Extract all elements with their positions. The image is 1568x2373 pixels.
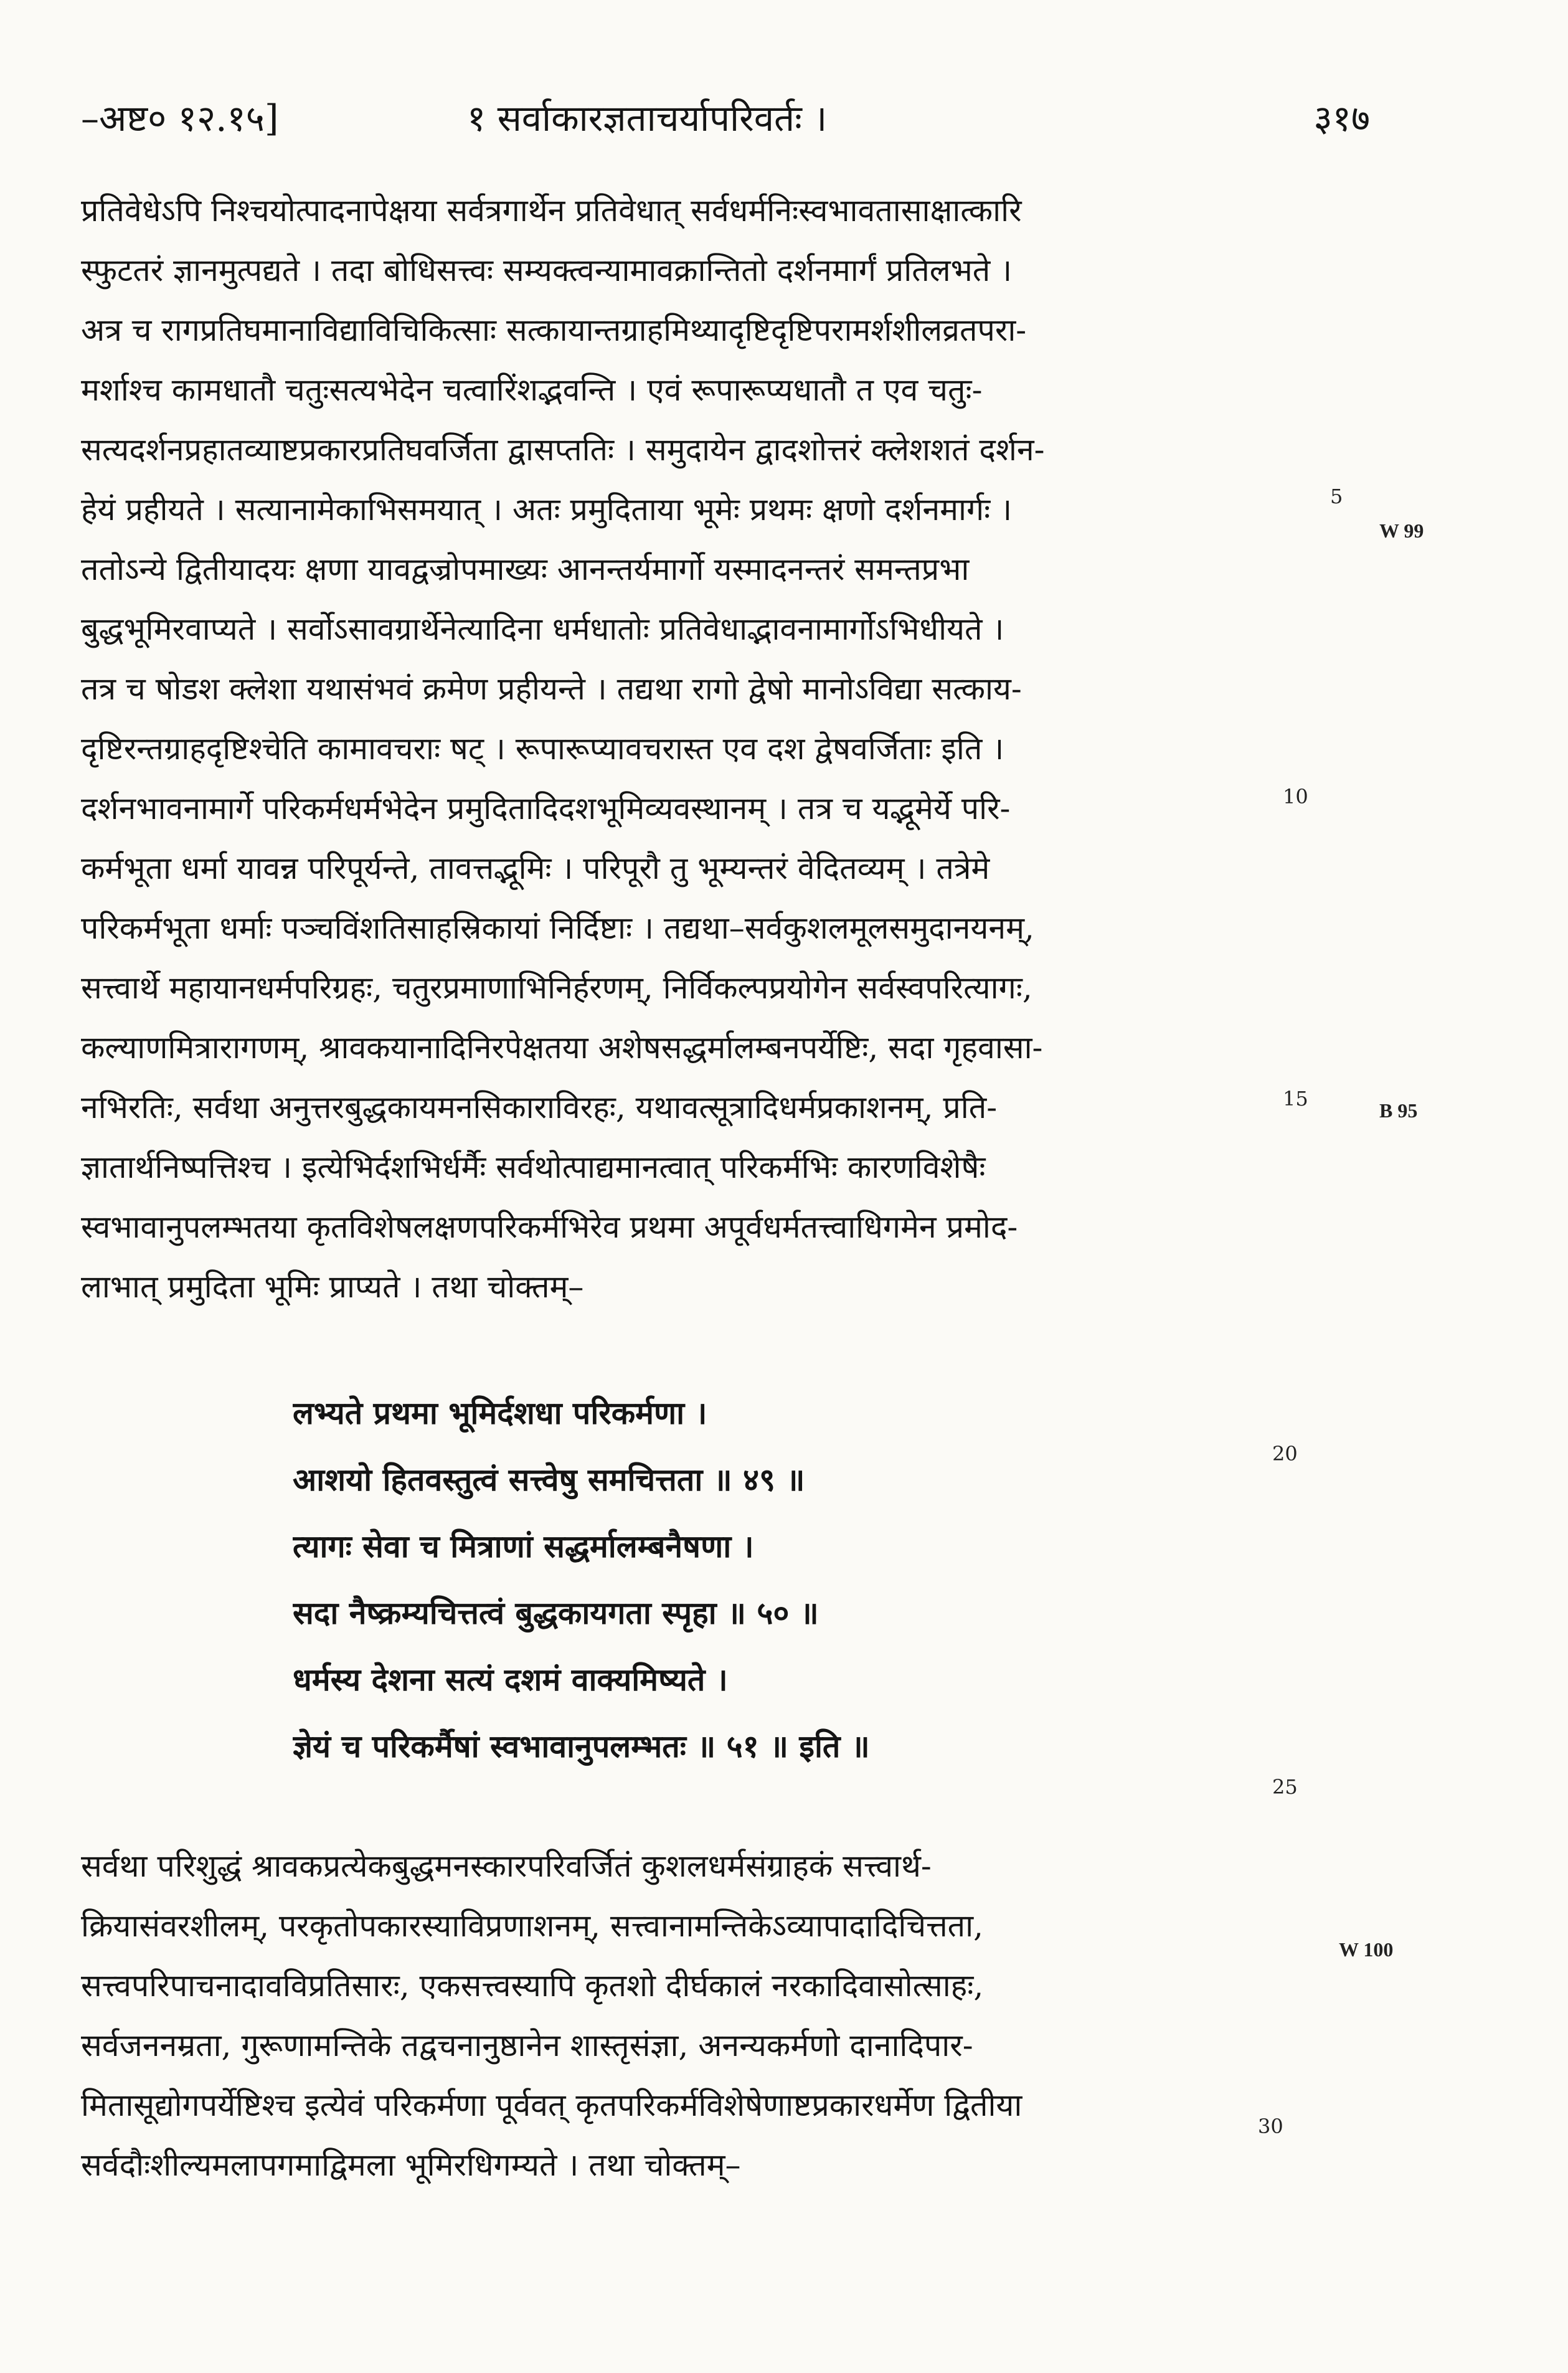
- text-line: सत्त्वार्थे महायानधर्मपरिग्रहः, चतुरप्रमाणाभिनिर्हरणम्, निर्विकल्पप्रयोगेन सर्वस्वपरित्यागः,: [81, 970, 1032, 1006]
- verse-line: आशयो हितवस्तुत्वं सत्त्वेषु समचित्तता ॥ ४९ ॥: [293, 1461, 805, 1498]
- verse-block: [293, 1380, 1320, 1779]
- prose-block-1: [81, 181, 1320, 1317]
- text-line: मर्शाश्च कामधातौ चतुःसत्यभेदेन चत्वारिंशद्भवन्ति । एवं रूपारूप्यधातौ त एव चतुः-: [81, 372, 983, 408]
- text-line: लाभात् प्रमुदिता भूमिः प्राप्यते । तथा चोक्तम्–: [81, 1269, 584, 1305]
- text-line: बुद्धभूमिरवाप्यते । सर्वोऽसावग्रार्थेनेत्यादिना धर्मधातोः प्रतिवेधाद्भावनामार्गोऽभिधीयते ।: [81, 611, 1004, 647]
- verse-line: धर्मस्य देशना सत्यं दशमं वाक्यमिष्यते ।: [293, 1661, 728, 1698]
- verse-line: त्यागः सेवा च मित्राणां सद्धर्मालम्बनैषणा ।: [293, 1528, 754, 1565]
- siglum-w100: W 100: [1339, 1938, 1394, 1961]
- text-line: कल्याणमित्रारागणम्, श्रावकयानादिनिरपेक्षतया अशेषसद्धर्मालम्बनपर्येष्टिः, सदा गृहवासा-: [81, 1030, 1043, 1066]
- text-line: ज्ञातार्थनिष्पत्तिश्च । इत्येभिर्दशभिर्धर्मैः सर्वथोत्पाद्यमानत्वात् परिकर्मभिः कारणविशेषैः: [81, 1149, 986, 1185]
- text-line: अत्र च रागप्रतिघमानाविद्याविचिकित्साः सत्कायान्तग्राहमिथ्यादृष्टिदृष्टिपरामर्शशीलव्रतपरा-: [81, 312, 1027, 348]
- running-header: [81, 92, 1370, 148]
- siglum-b95: B 95: [1379, 1099, 1418, 1122]
- text-line: मितासूद्योगपर्येष्टिश्च इत्येवं परिकर्मणा पूर्ववत् कृतपरिकर्मविशेषेणाष्टप्रकारधर्मेण द्वितीया: [81, 2087, 1023, 2123]
- section-reference: –अष्ट० १२.१५]: [81, 97, 279, 140]
- text-line: सर्वजननम्रता, गुरूणामन्तिके तद्वचनानुष्ठानेन शास्तृसंज्ञा, अनन्यकर्मणो दानादिपार-: [81, 2027, 973, 2063]
- text-line: स्फुटतरं ज्ञानमुत्पद्यते । तदा बोधिसत्त्वः सम्यक्त्वन्यामावक्रान्तितो दर्शनमार्गं प्रतिलभते ।: [81, 252, 1013, 288]
- text-line: सर्वदौःशील्यमलापगमाद्विमला भूमिरधिगम्यते । तथा चोक्तम्–: [81, 2147, 741, 2183]
- verse-line: सदा नैष्क्रम्यचित्तत्वं बुद्धकायगता स्पृहा ॥ ५० ॥: [293, 1594, 819, 1631]
- line-number-15: 15: [1283, 1087, 1308, 1111]
- text-line: क्रियासंवरशीलम्, परकृतोपकारस्याविप्रणाशनम्, सत्त्वानामन्तिकेऽव्यापादादिचित्तता,: [81, 1908, 983, 1944]
- prose-block-2: [81, 1836, 1320, 2195]
- text-line: स्वभावानुपलम्भतया कृतविशेषलक्षणपरिकर्मभिरेव प्रथमा अपूर्वधर्मतत्त्वाधिगमेन प्रमोद-: [81, 1209, 1018, 1245]
- text-line: परिकर्मभूता धर्माः पञ्चविंशतिसाहस्रिकायां निर्दिष्टाः । तद्यथा–सर्वकुशलमूलसमुदानयनम्,: [81, 910, 1034, 946]
- text-line: सत्यदर्शनप्रहातव्याष्टप्रकारप्रतिघवर्जिता द्वासप्ततिः । समुदायेन द्वादशोत्तरं क्लेशशतं दर्शन-: [81, 432, 1045, 468]
- text-line: दर्शनभावनामार्गे परिकर्मधर्मभेदेन प्रमुदितादिदशभूमिव्यवस्थानम् । तत्र च यद्भूमेर्ये परि-: [81, 790, 1011, 827]
- text-line: तत्र च षोडश क्लेशा यथासंभवं क्रमेण प्रहीयन्ते । तद्यथा रागो द्वेषो मानोऽविद्या सत्काय-: [81, 671, 1022, 707]
- line-number-30: 30: [1258, 2115, 1283, 2138]
- text-line: सर्वथा परिशुद्धं श्रावकप्रत्येकबुद्धमनस्कारपरिवर्जितं कुशलधर्मसंग्राहकं सत्त्वार्थ-: [81, 1848, 932, 1884]
- text-line: प्रतिवेधेऽपि निश्चयोत्पादनापेक्षया सर्वत्रगार्थेन प्रतिवेधात् सर्वधर्मनिःस्वभावतासाक्षात्कारि: [81, 192, 1022, 229]
- verse-line: ज्ञेयं च परिकर्मैषां स्वभावानुपलम्भतः ॥ ५१ ॥ इति ॥: [293, 1728, 870, 1764]
- verse-line: लभ्यते प्रथमा भूमिर्दशधा परिकर्मणा ।: [293, 1395, 707, 1431]
- text-line: कर्मभूता धर्मा यावन्न परिपूर्यन्ते, तावत्तद्भूमिः । परिपूरौ तु भूम्यन्तरं वेदितव्यम् । तत्रेमे: [81, 850, 990, 886]
- siglum-w99: W 99: [1379, 519, 1424, 542]
- line-number-25: 25: [1272, 1775, 1298, 1799]
- text-line: ततोऽन्ये द्वितीयादयः क्षणा यावद्वज्रोपमाख्यः आनन्तर्यमार्गो यस्मादनन्तरं समन्तप्रभा: [81, 551, 970, 587]
- line-number-5: 5: [1330, 485, 1343, 508]
- page-number: ३१७: [1313, 97, 1370, 140]
- text-line: हेयं प्रहीयते । सत्यानामेकाभिसमयात् । अतः प्रमुदिताया भूमेः प्रथमः क्षणो दर्शनमार्गः ।: [81, 491, 1013, 528]
- text-line: दृष्टिरन्तग्राहदृष्टिश्चेति कामावचराः षट् । रूपारूप्यावचरास्त एव दश द्वेषवर्जिताः इति ।: [81, 731, 1004, 767]
- line-number-20: 20: [1272, 1442, 1298, 1466]
- text-line: सत्त्वपरिपाचनादावविप्रतिसारः, एकसत्त्वस्यापि कृतशो दीर्घकालं नरकादिवासोत्साहः,: [81, 1968, 984, 2004]
- chapter-title: १ सर्वाकारज्ञताचर्यापरिवर्तः ।: [467, 97, 828, 140]
- line-number-10: 10: [1283, 785, 1308, 808]
- text-line: नभिरतिः, सर्वथा अनुत्तरबुद्धकायमनसिकाराविरहः, यथावत्सूत्रादिधर्मप्रकाशनम्, प्रति-: [81, 1089, 998, 1125]
